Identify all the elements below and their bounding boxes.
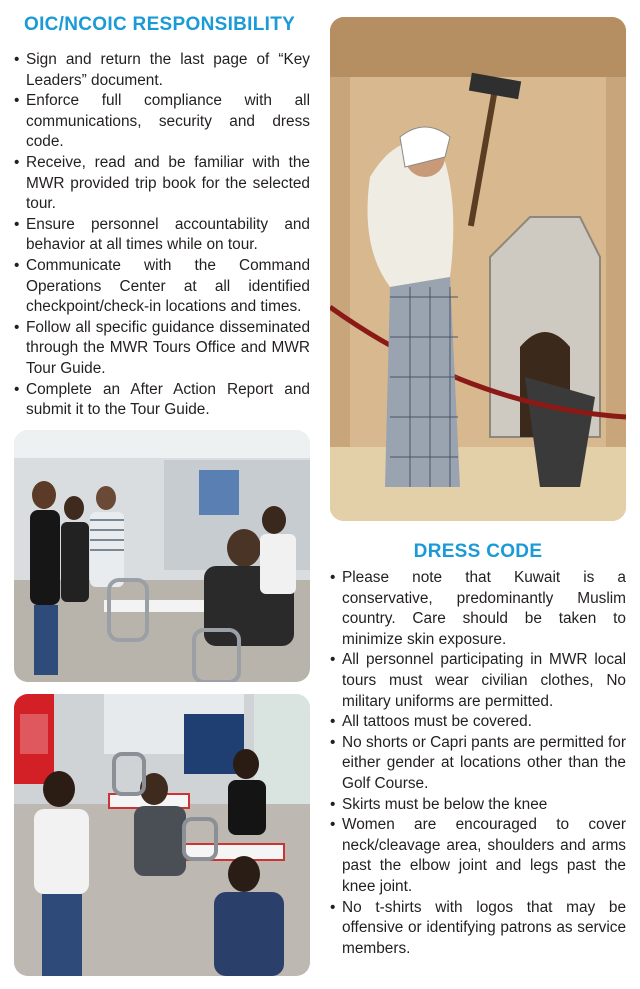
museum-blacksmith-photo	[330, 17, 626, 521]
briefing-group-photo	[14, 430, 310, 682]
dress-code-item: • All tattoos must be covered.	[330, 712, 626, 733]
dress-code-item: • Skirts must be below the knee	[330, 795, 626, 816]
dress-code-title: DRESS CODE	[413, 541, 543, 562]
dress-code-item: • No shorts or Capri pants are permitted for either gender at locations other than the Golf Course.	[330, 733, 626, 795]
oic-responsibility-item: • Receive, read and be familiar with the MWR provided trip book for the selected tour.	[14, 153, 310, 215]
dress-code-item: • No t-shirts with logos that may be offensive or identifying patrons as service members.	[330, 898, 626, 960]
oic-responsibility-list	[14, 50, 310, 421]
dress-code-item: • Women are encouraged to cover neck/cleavage area, shoulders and arms past the elbow joint and legs past the knee joint.	[330, 815, 626, 897]
signup-tables-photo	[14, 694, 310, 976]
oic-responsibility-item: • Enforce full compliance with all communications, security and dress code.	[14, 91, 310, 153]
oic-responsibility-item: • Complete an After Action Report and submit it to the Tour Guide.	[14, 380, 310, 421]
dress-code-list	[330, 568, 626, 959]
oic-responsibility-item: • Sign and return the last page of “Key Leaders” document.	[14, 50, 310, 91]
dress-code-item: • All personnel participating in MWR local tours must wear civilian clothes, No military uniforms are permitted.	[330, 650, 626, 712]
oic-responsibility-item: • Communicate with the Command Operations Center at all identified checkpoint/check-in locations and times.	[14, 256, 310, 318]
dress-code-item: • Please note that Kuwait is a conservative, predominantly Muslim country. Care should be taken to minimize skin exposure.	[330, 568, 626, 650]
oic-responsibility-item: • Follow all specific guidance disseminated through the MWR Tours Office and MWR Tour Guide.	[14, 318, 310, 380]
oic-section-title: OIC/NCOIC RESPONSIBILITY	[24, 14, 296, 35]
oic-responsibility-item: • Ensure personnel accountability and behavior at all times while on tour.	[14, 215, 310, 256]
